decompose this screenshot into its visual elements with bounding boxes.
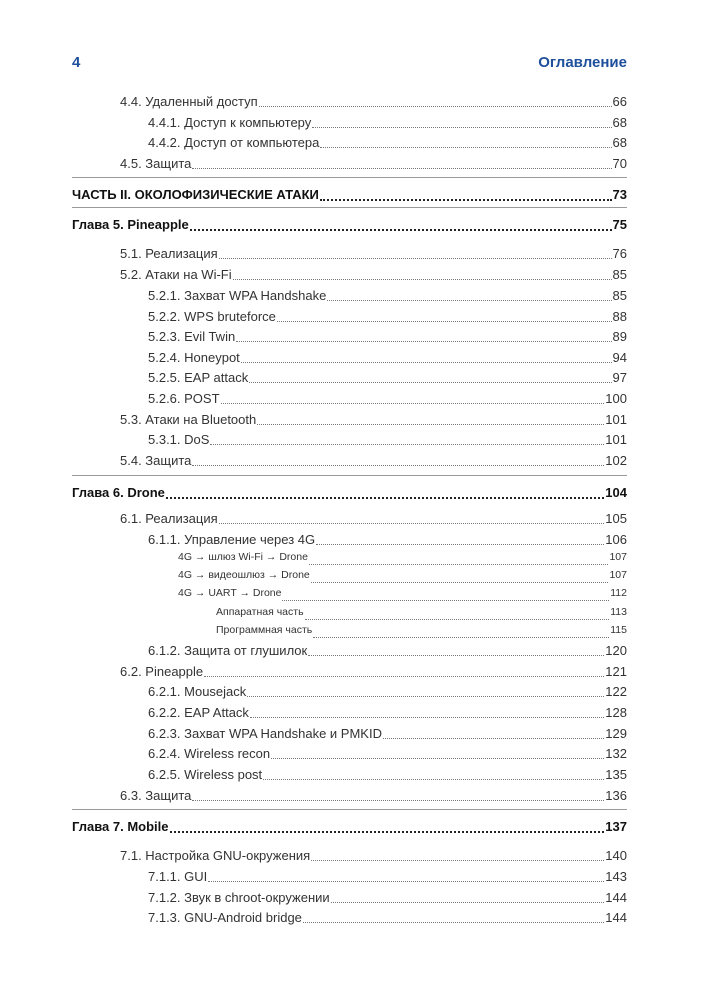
dot-leader: [320, 146, 611, 148]
toc-entry-label: 6.1.2. Защита от глушилок: [148, 643, 308, 658]
dot-leader: [320, 198, 612, 201]
toc-entry-label: 7.1.1. GUI: [148, 869, 208, 884]
toc-entry-label: Глава 6. Drone: [72, 485, 165, 500]
toc-entry-label: Аппаратная часть: [216, 606, 304, 618]
toc-entry-page: 94: [612, 350, 627, 365]
dot-leader: [192, 799, 604, 801]
toc-entry[interactable]: [178, 551, 627, 569]
toc-entry-label: 7.1. Настройка GNU-окружения: [120, 848, 311, 863]
toc-entry-page: 128: [605, 705, 627, 720]
toc-entry[interactable]: [148, 705, 627, 723]
dot-leader: [210, 443, 604, 445]
toc-entry-page: 70: [612, 156, 627, 171]
toc-part[interactable]: [72, 187, 627, 205]
dot-leader: [383, 737, 604, 739]
dot-leader: [204, 675, 604, 677]
toc-entry[interactable]: [148, 115, 627, 133]
toc-entry-label: ЧАСТЬ II. ОКОЛОФИЗИЧЕСКИЕ АТАКИ: [72, 187, 319, 202]
dot-leader: [219, 522, 605, 524]
toc-entry-label: 4G → видеошлюз → Drone: [178, 569, 310, 581]
toc-entry-label: 5.2.5. EAP attack: [148, 370, 249, 385]
dot-leader: [311, 859, 604, 861]
toc-entry-label: 5.3.1. DoS: [148, 432, 210, 447]
toc-entry-label: 5.2.1. Захват WPA Handshake: [148, 288, 327, 303]
toc-entry[interactable]: [120, 664, 627, 682]
toc-entry-label: 4.5. Защита: [120, 156, 192, 171]
toc-entry-page: 68: [612, 115, 627, 130]
toc-entry[interactable]: [148, 432, 627, 450]
toc-entry[interactable]: [148, 767, 627, 785]
dot-leader: [316, 543, 604, 545]
toc-entry-label: Программная часть: [216, 624, 313, 636]
dot-leader: [282, 599, 609, 601]
dot-leader: [166, 496, 604, 499]
toc-entry-label: 5.2.2. WPS bruteforce: [148, 309, 276, 324]
toc-entry-label: 5.2. Атаки на Wi-Fi: [120, 267, 232, 282]
toc-entry-label: 4.4.1. Доступ к компьютеру: [148, 115, 312, 130]
page-title: Оглавление: [538, 54, 627, 71]
toc-entry-page: 137: [605, 819, 627, 834]
toc-entry[interactable]: [148, 643, 627, 661]
toc-entry-page: 107: [609, 569, 627, 581]
page-header: [72, 54, 627, 72]
dot-leader: [263, 778, 604, 780]
toc-entry[interactable]: [148, 288, 627, 306]
toc-entry-page: 129: [605, 726, 627, 741]
toc-entry-page: 73: [612, 187, 627, 202]
toc-entry-page: 144: [605, 910, 627, 925]
toc-entry-page: 101: [605, 412, 627, 427]
toc-entry-page: 122: [605, 684, 627, 699]
dot-leader: [331, 901, 605, 903]
section-divider: [72, 475, 627, 476]
toc-entry-page: 85: [612, 288, 627, 303]
toc-entry-label: 6.2.5. Wireless post: [148, 767, 263, 782]
dot-leader: [192, 167, 611, 169]
toc-entry-label: 5.2.4. Honeypot: [148, 350, 240, 365]
section-divider: [72, 177, 627, 178]
dot-leader: [313, 636, 609, 638]
toc-entry-page: 101: [605, 432, 627, 447]
toc-chapter[interactable]: [72, 217, 627, 235]
toc-entry-page: 104: [605, 485, 627, 500]
toc-chapter[interactable]: [72, 485, 627, 503]
toc-entry[interactable]: [148, 746, 627, 764]
dot-leader: [305, 618, 610, 620]
toc-entry[interactable]: [148, 890, 627, 908]
toc-chapter[interactable]: [72, 819, 627, 837]
toc-entry-page: 89: [612, 329, 627, 344]
toc-entry[interactable]: [148, 370, 627, 388]
dot-leader: [311, 581, 609, 583]
toc-entry-label: 5.1. Реализация: [120, 246, 218, 261]
toc-entry-page: 106: [605, 532, 627, 547]
toc-entry[interactable]: [148, 684, 627, 702]
toc-entry-page: 121: [605, 664, 627, 679]
section-divider: [72, 809, 627, 810]
dot-leader: [247, 695, 604, 697]
dot-leader: [170, 830, 605, 833]
dot-leader: [249, 381, 611, 383]
toc-entry[interactable]: [120, 412, 627, 430]
toc-entry[interactable]: [148, 869, 627, 887]
page-number: 4: [72, 54, 81, 71]
toc-entry-page: 143: [605, 869, 627, 884]
toc-entry-page: 66: [612, 94, 627, 109]
toc-entry-page: 102: [605, 453, 627, 468]
toc-entry-page: 97: [612, 370, 627, 385]
toc-entry[interactable]: [148, 309, 627, 327]
toc-entry[interactable]: [120, 848, 627, 866]
dot-leader: [236, 340, 611, 342]
toc-entry-label: 7.1.3. GNU-Android bridge: [148, 910, 302, 925]
toc-entry[interactable]: [148, 532, 627, 550]
dot-leader: [219, 257, 612, 259]
toc-entry[interactable]: [120, 246, 627, 264]
dot-leader: [221, 402, 605, 404]
toc-entry-page: 76: [612, 246, 627, 261]
dot-leader: [277, 320, 612, 322]
section-divider: [72, 207, 627, 208]
toc-entry-page: 107: [609, 551, 627, 563]
toc-entry-label: 6.3. Защита: [120, 788, 192, 803]
toc-entry-page: 132: [605, 746, 627, 761]
toc-entry-page: 75: [612, 217, 627, 232]
toc-entry-label: 4.4. Удаленный доступ: [120, 94, 258, 109]
toc-entry[interactable]: [120, 788, 627, 806]
toc-entry-label: 5.2.3. Evil Twin: [148, 329, 236, 344]
toc-entry[interactable]: [148, 135, 627, 153]
toc-entry[interactable]: [120, 156, 627, 174]
toc-entry[interactable]: [148, 910, 627, 928]
toc-entry-page: 112: [610, 587, 627, 599]
toc-entry-label: 6.2.2. EAP Attack: [148, 705, 249, 720]
dot-leader: [312, 126, 611, 128]
toc-entry-page: 68: [612, 135, 627, 150]
toc-entry[interactable]: [120, 94, 627, 112]
toc-entry[interactable]: [178, 587, 627, 605]
toc-entry-label: 4.4.2. Доступ от компьютера: [148, 135, 320, 150]
toc-entry-page: 136: [605, 788, 627, 803]
toc-entry-page: 140: [605, 848, 627, 863]
toc-entry[interactable]: [216, 624, 627, 642]
toc-entry-label: Глава 7. Mobile: [72, 819, 169, 834]
dot-leader: [271, 757, 604, 759]
toc-entry-page: 100: [605, 391, 627, 406]
toc-entry-label: 6.2. Pineapple: [120, 664, 204, 679]
toc-entry-label: 5.3. Атаки на Bluetooth: [120, 412, 257, 427]
toc-entry[interactable]: [120, 511, 627, 529]
dot-leader: [250, 716, 604, 718]
toc-entry-label: 5.4. Защита: [120, 453, 192, 468]
toc-entry-label: 4G → UART → Drone: [178, 587, 282, 599]
toc-entry[interactable]: [148, 391, 627, 409]
dot-leader: [309, 563, 609, 565]
toc-entry-page: 135: [605, 767, 627, 782]
toc-entry-label: 5.2.6. POST: [148, 391, 220, 406]
toc-entry-label: 4G → шлюз Wi-Fi → Drone: [178, 551, 308, 563]
dot-leader: [241, 361, 612, 363]
dot-leader: [308, 654, 604, 656]
toc-entry-page: 120: [605, 643, 627, 658]
toc-entry-label: 6.2.4. Wireless recon: [148, 746, 271, 761]
toc-entry[interactable]: [216, 606, 627, 624]
toc-entry-page: 115: [610, 624, 627, 636]
toc-entry-label: 6.1.1. Управление через 4G: [148, 532, 316, 547]
toc-entry-label: 7.1.2. Звук в chroot-окружении: [148, 890, 330, 905]
dot-leader: [190, 228, 612, 231]
toc-entry-label: 6.2.1. Mousejack: [148, 684, 247, 699]
dot-leader: [327, 299, 611, 301]
toc-entry[interactable]: [120, 453, 627, 471]
dot-leader: [259, 105, 612, 107]
toc-entry[interactable]: [120, 267, 627, 285]
dot-leader: [233, 278, 612, 280]
toc-entry[interactable]: [148, 726, 627, 744]
toc-entry-page: 113: [610, 606, 627, 618]
dot-leader: [208, 880, 604, 882]
toc-entry-page: 85: [612, 267, 627, 282]
dot-leader: [303, 921, 604, 923]
toc-entry-page: 144: [605, 890, 627, 905]
toc-entry-page: 105: [605, 511, 627, 526]
toc-entry-page: 88: [612, 309, 627, 324]
toc-entry-label: 6.1. Реализация: [120, 511, 218, 526]
toc-entry-label: Глава 5. Pineapple: [72, 217, 189, 232]
dot-leader: [257, 423, 604, 425]
toc-entry[interactable]: [148, 329, 627, 347]
toc-entry[interactable]: [178, 569, 627, 587]
dot-leader: [192, 464, 604, 466]
toc-entry[interactable]: [148, 350, 627, 368]
toc-entry-label: 6.2.3. Захват WPA Handshake и PMKID: [148, 726, 382, 741]
